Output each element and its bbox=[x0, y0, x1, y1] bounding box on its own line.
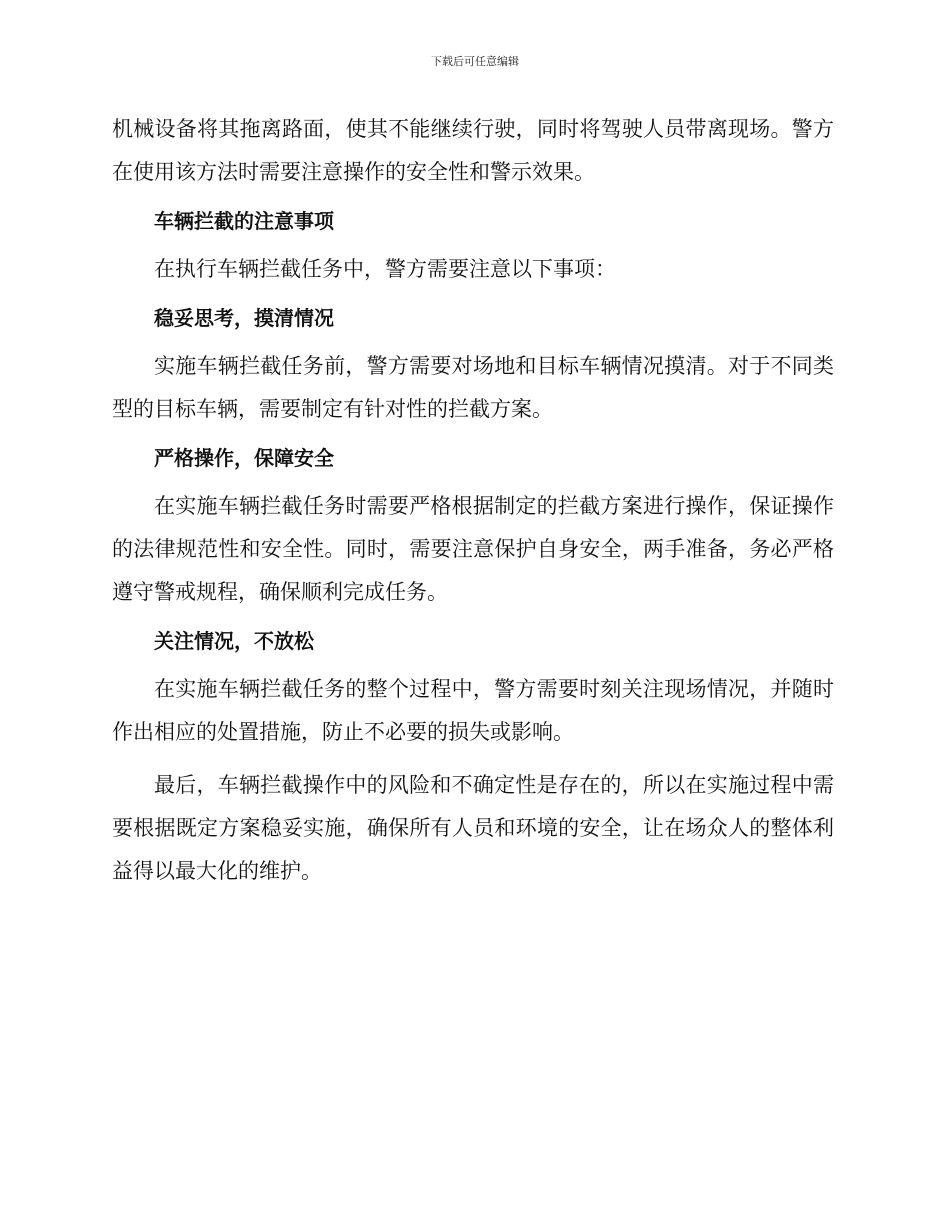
subheading-assess-situation: 稳妥思考，摸清情况 bbox=[154, 306, 334, 330]
paragraph-assess-situation: 实施车辆拦截任务前，警方需要对场地和目标车辆情况摸清。对于不同类型的目标车辆，需要制定有针对性的拦截方案。 bbox=[112, 354, 834, 421]
document-body bbox=[112, 108, 834, 903]
section-heading-precautions: 车辆拦截的注意事项 bbox=[154, 209, 334, 233]
page-header: 下载后可任意编辑 bbox=[431, 55, 519, 68]
paragraph-continuation: 机械设备将其拖离路面，使其不能继续行驶，同时将驾驶人员带离现场。警方在使用该方法时需要注意操作的安全性和警示效果。 bbox=[112, 117, 834, 184]
paragraph-stay-alert: 在实施车辆拦截任务的整个过程中，警方需要时刻关注现场情况，并随时作出相应的处置措施，防止不必要的损失或影响。 bbox=[112, 677, 834, 744]
paragraph-intro: 在执行车辆拦截任务中，警方需要注意以下事项： bbox=[154, 257, 616, 281]
subheading-strict-operation: 严格操作，保障安全 bbox=[154, 446, 334, 470]
paragraph-conclusion: 最后，车辆拦截操作中的风险和不确定性是存在的，所以在实施过程中需要根据既定方案稳妥实施，确保所有人员和环境的安全，让在场众人的整体利益得以最大化的维护。 bbox=[112, 773, 834, 883]
paragraph-strict-operation: 在实施车辆拦截任务时需要严格根据制定的拦截方案进行操作，保证操作的法律规范性和安全性。同时，需要注意保护自身安全，两手准备，务必严格遵守警戒规程，确保顺利完成任务。 bbox=[112, 494, 834, 604]
subheading-stay-alert: 关注情况，不放松 bbox=[154, 629, 314, 653]
